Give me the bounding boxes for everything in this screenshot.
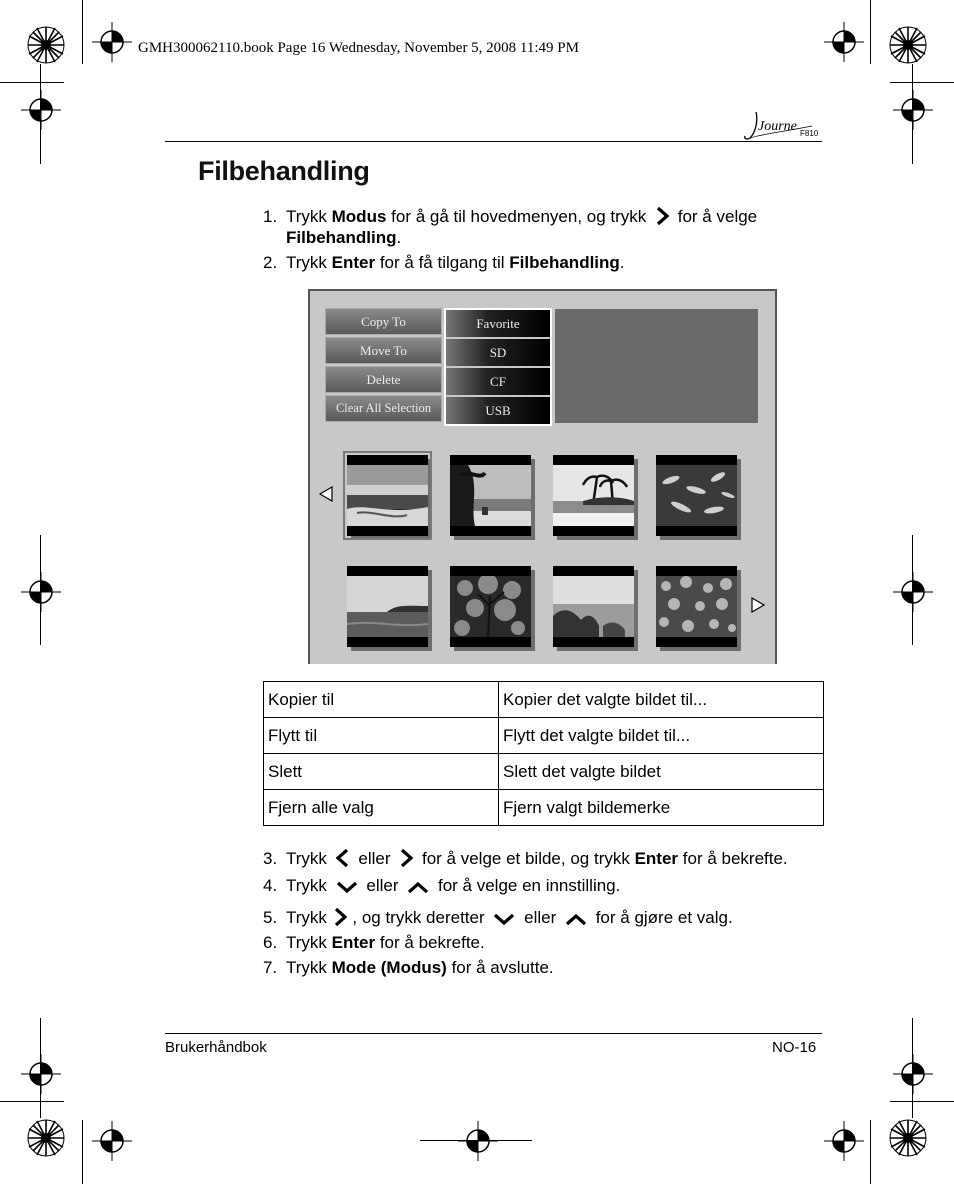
menu-clear-all-selection[interactable]: Clear All Selection	[325, 395, 442, 422]
crop-line	[40, 1018, 41, 1118]
starburst-mark	[888, 25, 928, 65]
file-manager-screen	[308, 289, 777, 664]
step-1: 1. Trykk Modus for å gå til hovedmenyen, og trykk for å velge Filbehandling.	[263, 207, 758, 247]
crop-line	[870, 1120, 871, 1184]
option-name: Slett	[264, 754, 499, 790]
down-arrow-icon	[336, 880, 358, 894]
menu-move-to[interactable]: Move To	[325, 337, 442, 364]
table-row	[264, 682, 824, 718]
up-arrow-icon	[407, 880, 429, 894]
photo-thumbnail[interactable]	[450, 566, 531, 647]
step-number: 5.	[263, 908, 278, 927]
starburst-mark	[888, 1118, 928, 1158]
up-arrow-icon	[565, 912, 587, 926]
key-mode: Mode (Modus)	[331, 958, 447, 977]
table-row	[264, 754, 824, 790]
step-number: 2.	[263, 253, 278, 272]
crop-line	[890, 82, 954, 83]
target-usb[interactable]: USB	[446, 397, 550, 424]
photo-thumbnail[interactable]	[347, 455, 428, 536]
preview-pane	[555, 309, 758, 423]
footer-rule	[165, 1033, 822, 1034]
registration-mark	[21, 572, 61, 612]
step-number: 3.	[263, 849, 278, 868]
registration-mark	[824, 1121, 864, 1161]
registration-mark	[824, 22, 864, 62]
action-menu	[325, 308, 442, 424]
registration-mark	[21, 1054, 61, 1094]
step-7: 7. Trykk Mode (Modus) for å avslutte.	[263, 958, 554, 977]
crop-line	[40, 64, 41, 164]
crop-line	[912, 1018, 913, 1118]
registration-mark	[92, 22, 132, 62]
photo-thumbnail[interactable]	[347, 566, 428, 647]
step-5: 5. Trykk , og trykk deretter eller for å gjøre et valg.	[263, 908, 733, 927]
table-row	[264, 718, 824, 754]
option-description: Flytt det valgte bildet til...	[499, 718, 824, 754]
model-label: F810	[800, 129, 819, 138]
crop-line	[40, 535, 41, 645]
right-arrow-icon	[333, 908, 347, 926]
option-name: Fjern alle valg	[264, 790, 499, 826]
brand-logo-text: Journe	[758, 119, 797, 134]
target-sd[interactable]: SD	[446, 339, 550, 366]
crop-line	[82, 0, 83, 64]
left-arrow-icon	[336, 849, 350, 867]
crop-line	[420, 1140, 532, 1141]
step-3: 3. Trykk eller for å velge et bilde, og trykk Enter for å bekrefte.	[263, 849, 788, 868]
step-number: 6.	[263, 933, 278, 952]
registration-mark	[92, 1121, 132, 1161]
page-number: NO-16	[772, 1039, 817, 1056]
photo-thumbnail[interactable]	[656, 566, 737, 647]
right-arrow-icon[interactable]	[750, 597, 766, 613]
footer-manual-title: Brukerhåndbok	[165, 1039, 267, 1056]
steps-intro	[263, 206, 823, 273]
menu-delete[interactable]: Delete	[325, 366, 442, 393]
crop-line	[912, 535, 913, 645]
crop-line	[912, 64, 913, 164]
key-modus: Modus	[331, 207, 387, 226]
page-title: Filbehandling	[198, 156, 370, 186]
step-6: 6. Trykk Enter for å bekrefte.	[263, 933, 485, 952]
down-arrow-icon	[493, 912, 515, 926]
photo-thumbnail[interactable]	[450, 455, 531, 536]
starburst-mark	[26, 25, 66, 65]
key-filbehandling: Filbehandling	[509, 253, 620, 272]
key-filbehandling: Filbehandling	[286, 228, 397, 247]
option-name: Flytt til	[264, 718, 499, 754]
option-description: Fjern valgt bildemerke	[499, 790, 824, 826]
option-name: Kopier til	[264, 682, 499, 718]
crop-line	[870, 0, 871, 64]
crop-line	[890, 1101, 954, 1102]
registration-mark	[21, 90, 61, 130]
key-enter: Enter	[331, 933, 376, 952]
target-menu	[444, 308, 552, 426]
crop-line	[82, 1120, 83, 1184]
option-description: Slett det valgte bildet	[499, 754, 824, 790]
step-number: 4.	[263, 876, 278, 895]
registration-mark	[893, 1054, 933, 1094]
menu-copy-to[interactable]: Copy To	[325, 308, 442, 335]
right-arrow-icon	[399, 849, 413, 867]
registration-mark	[893, 572, 933, 612]
key-enter: Enter	[634, 849, 679, 868]
options-table	[263, 681, 824, 826]
target-cf[interactable]: CF	[446, 368, 550, 395]
steps-continued	[263, 848, 823, 978]
registration-mark	[458, 1121, 498, 1161]
key-enter: Enter	[331, 253, 376, 272]
header-rule	[165, 141, 822, 142]
table-row	[264, 790, 824, 826]
crop-line	[0, 82, 64, 83]
starburst-mark	[26, 1118, 66, 1158]
photo-thumbnail[interactable]	[656, 455, 737, 536]
target-favorite[interactable]: Favorite	[446, 310, 550, 337]
step-2: 2. Trykk Enter for å få tilgang til Filbehandling.	[263, 253, 625, 272]
print-header: GMH300062110.book Page 16 Wednesday, November 5, 2008 11:49 PM	[138, 40, 579, 56]
photo-thumbnail[interactable]	[553, 455, 634, 536]
step-number: 1.	[263, 207, 278, 226]
option-description: Kopier det valgte bildet til...	[499, 682, 824, 718]
left-arrow-icon[interactable]	[318, 486, 334, 502]
right-arrow-icon	[655, 207, 669, 225]
step-number: 7.	[263, 958, 278, 977]
step-4: 4. Trykk eller for å velge en innstilling.	[263, 876, 621, 895]
photo-thumbnail[interactable]	[553, 566, 634, 647]
crop-line	[0, 1101, 64, 1102]
registration-mark	[893, 90, 933, 130]
